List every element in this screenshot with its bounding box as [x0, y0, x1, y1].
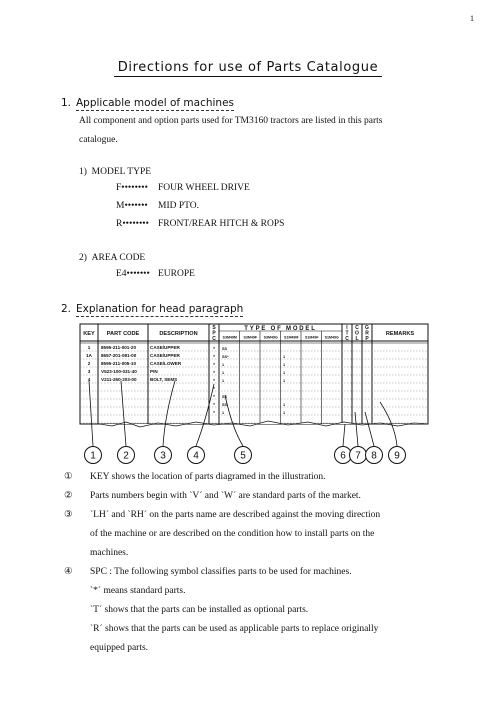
model-type-f: F•••••••• FOUR WHEEL DRIVE — [116, 183, 250, 193]
model-mark: 1 — [222, 371, 225, 375]
explanations — [64, 468, 440, 658]
model-mark: 1 — [283, 411, 286, 415]
model-header-5: S1M49F — [304, 335, 319, 340]
row-2-description: CASE/UPPER — [150, 353, 180, 358]
col-remarks-header: REMARKS — [385, 331, 415, 337]
row-4-key: 3 — [87, 369, 91, 374]
col-grp-g: G — [365, 325, 369, 331]
model-mark: SS — [222, 347, 228, 351]
col-description-header: DESCRIPTION — [159, 331, 198, 337]
model-mark: SS — [222, 395, 228, 399]
model-mark: 1 — [283, 379, 286, 383]
model-mark: 1 — [283, 403, 286, 407]
model-header-6: S1M49G — [324, 335, 339, 340]
explanation-2: ② Parts numbers begin with ˋVˊ and ˋWˊ are standard parts of the market. — [64, 491, 361, 501]
type-of-model-header: TYPE OF MODEL — [244, 326, 317, 332]
model-mark: SS* — [222, 355, 229, 359]
row-5-key: 4 — [87, 377, 91, 382]
model-header-2: S3M49F — [243, 335, 258, 340]
col-col-c: C — [355, 325, 359, 331]
section-1-heading: 1. Applicable model of machines — [61, 97, 235, 109]
row-1-spc: * — [213, 346, 215, 351]
row-4-spc: * — [213, 370, 215, 375]
row-3-spc: * — [213, 362, 215, 367]
row-3-key: 2 — [87, 361, 91, 366]
model-mark: 1 — [222, 411, 225, 415]
row-2-part-code: 8657-201-081-00 — [101, 353, 137, 358]
model-mark: 1 — [222, 363, 225, 367]
area-code-label: 2) AREA CODE — [79, 253, 146, 263]
row-1-part-code: 8595-211-001-20 — [101, 345, 136, 350]
model-type-r: R•••••••• FRONT/REAR HITCH & ROPS — [116, 219, 285, 229]
section-2-heading: 2. Explanation for head paragraph — [61, 303, 244, 315]
callout-number-6: 6 — [340, 450, 346, 462]
model-type-m: M••••••• MID PTO. — [116, 201, 199, 211]
row-4-description: PIN — [150, 369, 158, 374]
model-mark: 1 — [283, 363, 286, 367]
page-number: 1 — [470, 14, 474, 23]
extra-spc-1: * — [213, 386, 215, 391]
row-4-part-code: V523-100-031-40 — [101, 369, 137, 374]
row-5-spc: * — [213, 378, 215, 383]
row-2-spc: * — [213, 354, 215, 359]
model-mark: SS — [222, 403, 228, 407]
callout-number-4: 4 — [193, 450, 199, 462]
col-itc-c: C — [345, 336, 349, 342]
model-mark: 1 — [222, 379, 225, 383]
callout-number-8: 8 — [371, 450, 377, 462]
row-1-key: 1 — [87, 345, 91, 350]
model-header-4: S1M49M — [284, 335, 299, 340]
model-type-label: 1) MODEL TYPE — [79, 167, 152, 177]
row-3-description: CASE/LOWER — [150, 361, 182, 366]
row-2-key: 1A — [86, 353, 92, 358]
col-itc-t: T — [345, 330, 349, 337]
area-code-e4: E4••••••• EUROPE — [116, 269, 195, 279]
col-grp-r: R — [365, 330, 369, 337]
row-5-description: BOLT, SEMS — [150, 377, 178, 382]
callout-number-1: 1 — [90, 450, 96, 462]
col-spc-c: C — [212, 336, 216, 342]
extra-spc-2: * — [213, 394, 215, 399]
row-5-part-code: V211-260-203-00 — [101, 377, 137, 382]
explanation-3: ③ ˋLHˊ and ˋRHˊ on the parts name are described against the moving direction of the machine or are described on the condition how to install parts on the machines. — [64, 510, 381, 558]
callout-number-3: 3 — [160, 450, 166, 462]
callout-number-9: 9 — [394, 450, 400, 462]
model-mark: 1 — [283, 371, 286, 375]
row-1-description: CASE/UPPER — [150, 345, 180, 350]
col-spc-p: P — [212, 330, 216, 337]
col-part-code-header: PART CODE — [106, 331, 140, 337]
model-header-1: S3M49M — [222, 335, 237, 340]
extra-spc-3: * — [213, 402, 215, 407]
explanation-4: ④ SPC : The following symbol classifies parts to be used for machines. ˋ*ˊ means standard parts. ˋTˊ shows that the parts can be installed as optional parts. ˋRˊ shows that the parts can be used as applicable parts to replace originally equipped parts. — [64, 567, 379, 653]
callout-number-5: 5 — [240, 450, 246, 462]
page-title: Directions for use of Parts Catalogue — [0, 60, 496, 75]
col-key-header: KEY — [83, 331, 95, 337]
model-header-3: S3M49G — [263, 335, 278, 340]
explanation-1: ① KEY shows the location of parts diagramed in the illustration. — [64, 472, 326, 482]
row-3-part-code: 8595-211-005-10 — [101, 361, 136, 366]
col-col-o: O — [355, 330, 359, 337]
col-grp-p: P — [365, 336, 369, 342]
col-spc-s: S — [212, 325, 216, 331]
model-mark: 1 — [283, 355, 286, 359]
callout-number-2: 2 — [123, 450, 129, 462]
callout-number-7: 7 — [355, 450, 361, 462]
extra-spc-4: * — [213, 410, 215, 415]
col-itc-i: I — [346, 325, 348, 331]
section-1-intro: All component and option parts used for TM3160 tractors are listed in this parts catalogue. — [79, 116, 383, 145]
col-col-l: L — [355, 336, 359, 342]
